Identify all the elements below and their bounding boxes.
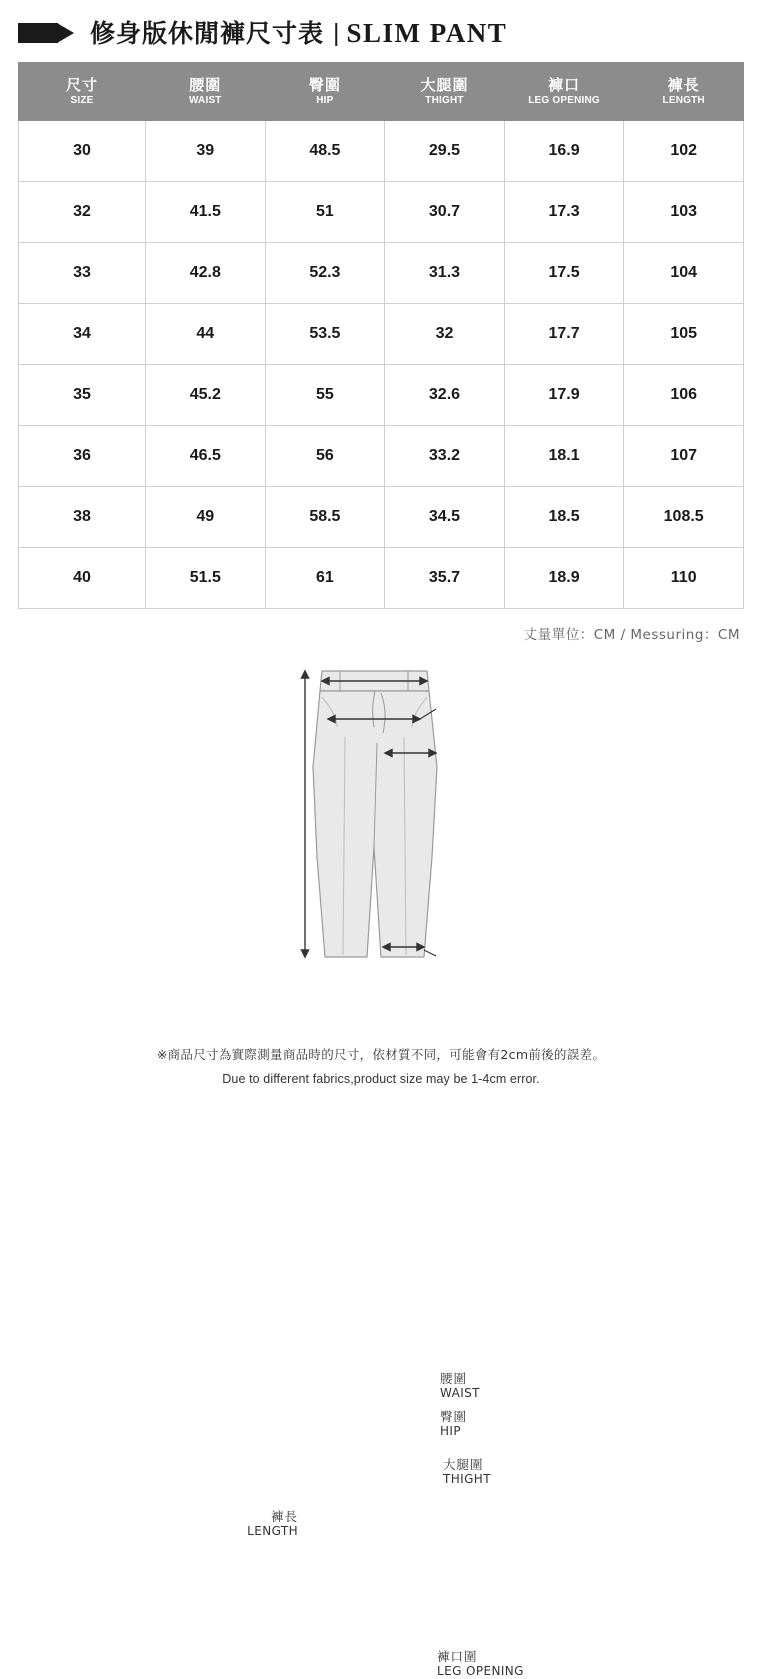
cell-size: 36 <box>19 426 146 487</box>
diagram-label-hip-en: HIP <box>440 1424 461 1438</box>
diagram-label-leg-opening <box>437 1649 524 1679</box>
cell-leg-opening: 17.7 <box>504 304 624 365</box>
column-header-thigh <box>385 63 505 121</box>
cell-waist: 51.5 <box>146 548 266 609</box>
footer-notes <box>0 1045 762 1086</box>
cell-length: 108.5 <box>624 487 744 548</box>
diagram-label-length-en: LENGTH <box>247 1524 298 1538</box>
cell-waist: 44 <box>146 304 266 365</box>
arrow-right-icon <box>18 20 76 46</box>
size-table-wrapper <box>0 62 762 609</box>
footer-note-cn: ※商品尺寸為實際測量商品時的尺寸，依材質不同，可能會有2cm前後的誤差。 <box>156 1047 606 1062</box>
cell-thigh: 31.3 <box>385 243 505 304</box>
column-header-size-cn: 尺寸 <box>65 75 98 94</box>
diagram-label-hip <box>440 1409 467 1439</box>
cell-thigh: 35.7 <box>385 548 505 609</box>
cell-size: 40 <box>19 548 146 609</box>
diagram-label-waist <box>440 1371 480 1401</box>
cell-hip: 53.5 <box>265 304 385 365</box>
column-header-waist-cn: 腰圍 <box>189 75 222 94</box>
cell-leg-opening: 18.5 <box>504 487 624 548</box>
cell-waist: 42.8 <box>146 243 266 304</box>
cell-waist: 45.2 <box>146 365 266 426</box>
cell-leg-opening: 17.9 <box>504 365 624 426</box>
cell-size: 30 <box>19 121 146 182</box>
table-row <box>19 426 744 487</box>
diagram-label-length-cn: 褲長 <box>270 1509 298 1524</box>
cell-leg-opening: 17.3 <box>504 182 624 243</box>
diagram-label-waist-cn: 腰圍 <box>440 1371 468 1386</box>
diagram-label-hip-cn: 臀圍 <box>440 1409 468 1424</box>
table-row <box>19 182 744 243</box>
column-header-length-en: LENGTH <box>662 94 705 106</box>
column-header-thigh-en: THIGHT <box>425 94 464 106</box>
cell-hip: 56 <box>265 426 385 487</box>
column-header-hip-en: HIP <box>316 94 334 106</box>
table-row <box>19 487 744 548</box>
cell-leg-opening: 18.1 <box>504 426 624 487</box>
diagram-label-thigh <box>443 1457 491 1487</box>
cell-thigh: 32.6 <box>385 365 505 426</box>
diagram-label-thigh-en: THIGHT <box>443 1472 491 1486</box>
cell-thigh: 34.5 <box>385 487 505 548</box>
footer-note-en: Due to different fabrics,product size may be 1-4cm error. <box>222 1072 540 1086</box>
cell-thigh: 30.7 <box>385 182 505 243</box>
table-row <box>19 304 744 365</box>
length-measure-arrow <box>302 671 309 957</box>
page-title-cn: 修身版休閒褲尺寸表 <box>90 18 325 48</box>
cell-length: 105 <box>624 304 744 365</box>
cell-length: 106 <box>624 365 744 426</box>
cell-hip: 58.5 <box>265 487 385 548</box>
column-header-waist <box>146 63 266 121</box>
cell-size: 34 <box>19 304 146 365</box>
table-row <box>19 121 744 182</box>
diagram-label-waist-en: WAIST <box>440 1386 480 1400</box>
diagram-label-leg-opening-en: LEG OPENING <box>437 1664 524 1678</box>
cell-hip: 48.5 <box>265 121 385 182</box>
size-chart-table <box>18 62 744 609</box>
column-header-size-en: SIZE <box>70 94 94 106</box>
cell-waist: 41.5 <box>146 182 266 243</box>
cell-length: 103 <box>624 182 744 243</box>
cell-size: 38 <box>19 487 146 548</box>
cell-length: 107 <box>624 426 744 487</box>
column-header-waist-en: WAIST <box>188 94 222 106</box>
table-row <box>19 243 744 304</box>
page-title-en: SLIM PANT <box>346 17 508 48</box>
cell-waist: 46.5 <box>146 426 266 487</box>
cell-size: 33 <box>19 243 146 304</box>
column-header-leg-opening-en: LEG OPENING <box>528 94 600 106</box>
measuring-unit-note: 丈量單位：CM / Messuring：CM <box>523 627 740 643</box>
cell-length: 110 <box>624 548 744 609</box>
cell-waist: 49 <box>146 487 266 548</box>
column-header-hip-cn: 臀圍 <box>308 75 341 94</box>
cell-thigh: 33.2 <box>385 426 505 487</box>
column-header-length <box>624 63 744 121</box>
cell-thigh: 32 <box>385 304 505 365</box>
column-header-hip <box>265 63 385 121</box>
cell-hip: 61 <box>265 548 385 609</box>
page-header <box>0 0 762 62</box>
column-header-leg-opening <box>504 63 624 121</box>
diagram-label-length <box>236 1509 298 1539</box>
cell-leg-opening: 18.9 <box>504 548 624 609</box>
cell-size: 35 <box>19 365 146 426</box>
column-header-size <box>19 63 146 121</box>
diagram-label-leg-opening-cn: 褲口圍 <box>437 1649 478 1664</box>
cell-hip: 55 <box>265 365 385 426</box>
cell-thigh: 29.5 <box>385 121 505 182</box>
cell-leg-opening: 16.9 <box>504 121 624 182</box>
column-header-thigh-cn: 大腿圍 <box>420 75 469 94</box>
cell-waist: 39 <box>146 121 266 182</box>
column-header-length-cn: 褲長 <box>667 75 700 94</box>
cell-hip: 52.3 <box>265 243 385 304</box>
column-header-leg-opening-cn: 褲口 <box>548 75 581 94</box>
cell-length: 102 <box>624 121 744 182</box>
title-separator: | <box>333 18 340 47</box>
table-row <box>19 548 744 609</box>
cell-hip: 51 <box>265 182 385 243</box>
diagram-label-thigh-cn: 大腿圍 <box>443 1457 484 1472</box>
table-row <box>19 365 744 426</box>
pant-diagram-svg <box>0 657 762 997</box>
cell-length: 104 <box>624 243 744 304</box>
cell-size: 32 <box>19 182 146 243</box>
table-header-row <box>19 63 744 121</box>
cell-leg-opening: 17.5 <box>504 243 624 304</box>
